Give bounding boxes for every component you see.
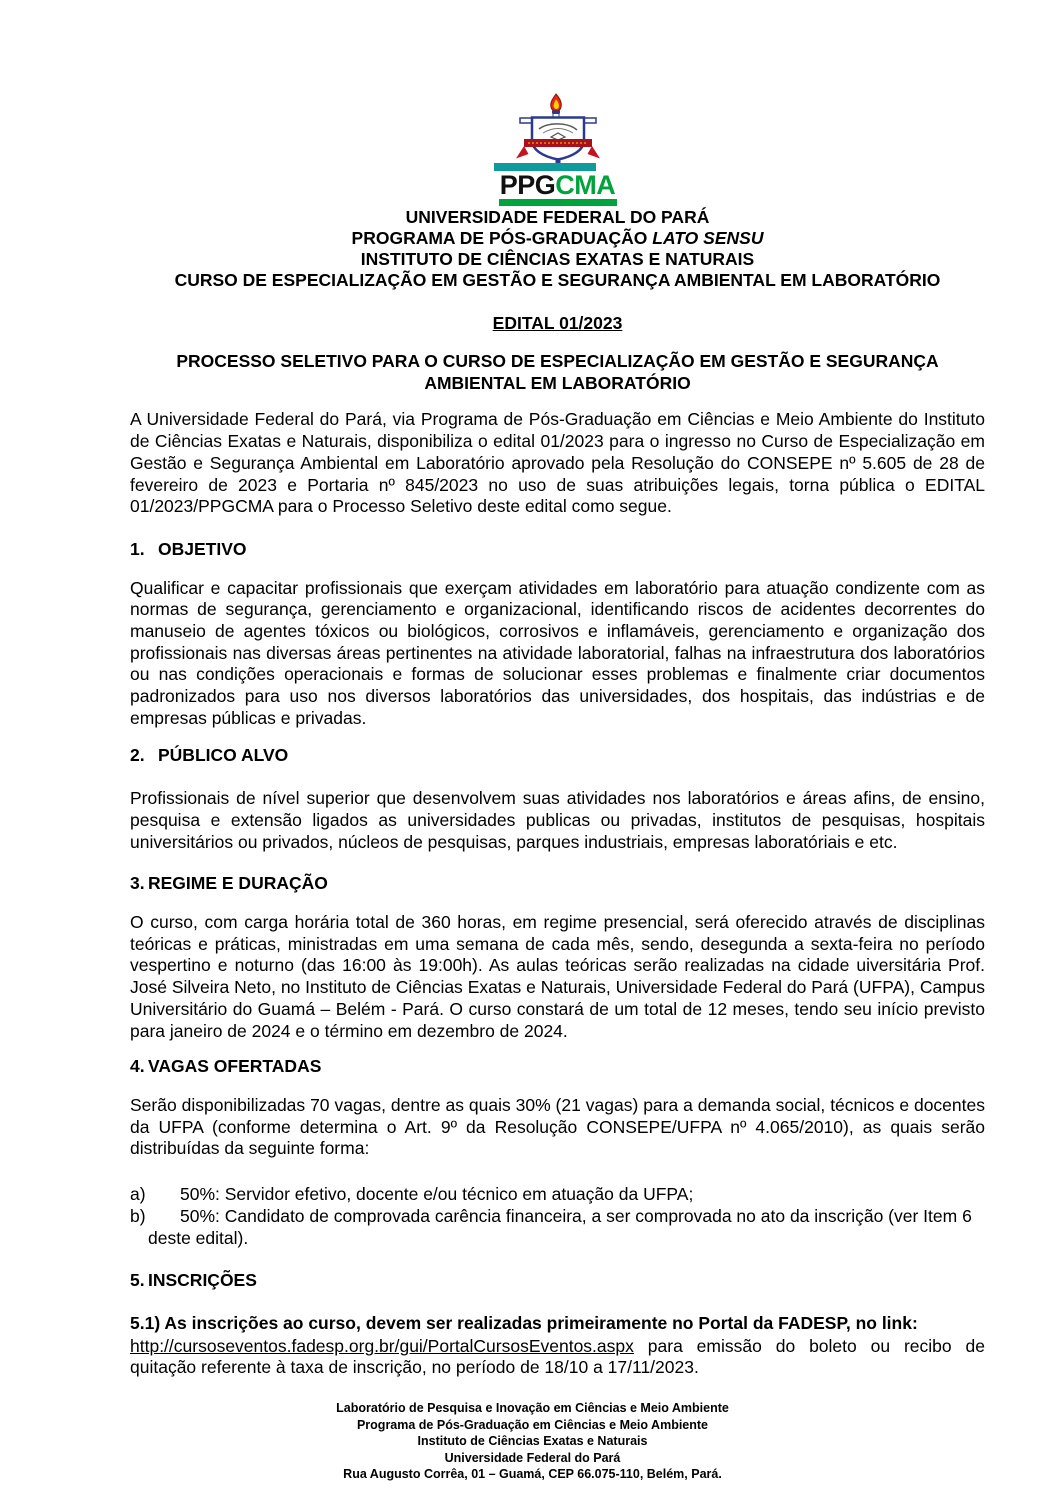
list-item-b: b) 50%: Candidato de comprovada carência financeira, a ser comprovada no ato da inscrição (ver Item 6 deste edital). (130, 1205, 972, 1248)
section-heading-objetivo: 1. OBJETIVO (130, 538, 247, 559)
section-heading-regime-duracao: 3. REGIME E DURAÇÃO (130, 873, 328, 894)
header-lato-sensu: LATO SENSU (652, 228, 764, 248)
document-footer (130, 1400, 935, 1483)
header-institute: INSTITUTO DE CIÊNCIAS EXATAS E NATURAIS (360, 249, 755, 269)
footer-address-line: Rua Augusto Corrêa, 01 – Guamá, CEP 66.075-110, Belém, Pará. (343, 1467, 722, 1482)
section-body-regime-duracao: O curso, com carga horária total de 360 horas, em regime presencial, será oferecido através de disciplinas teóricas e práticas, ministradas em uma semana de cada mês, sendo, desegunda a sexta-feira no período vespertino e noturno (das 16:00 às 19:00h). As aulas teóricas serão realizadas na cidade uiversitária Prof. José Silveira Neto, no Instituto de Ciências Exatas e Naturais, Universidade Federal do Pará (UFPA), Campus Universitário do Guamá – Belém - Pará. O curso constará de um total de 12 meses, tendo seu início previsto para janeiro de 2024 e o término em dezembro de 2024. (130, 912, 985, 1041)
section-heading-inscricoes: 5. INSCRIÇÕES (130, 1270, 257, 1291)
section-body-vagas-ofertadas: Serão disponibilizadas 70 vagas, dentre as quais 30% (21 vagas) para a demanda social, técnicos e docentes da UFPA (conforme determina o Art. 9º da Resolução CONSEPE/UFPA nº 4.065/2010), as quais serão distribuídas da seguinte forma: (130, 1094, 985, 1159)
logo-wordmark (492, 172, 624, 198)
logo-text-cma: CMA (555, 170, 616, 200)
section-heading-vagas-ofertadas: 4. VAGAS OFERTADAS (130, 1056, 322, 1077)
section-body-objetivo: Qualificar e capacitar profissionais que exerçam atividades em laboratório para atuação condizente com as normas de segurança, gerenciamento e organizacional, identificando riscos de acidentes decorrentes do manuseio de agentes tóxicos ou biológicos, corrosivos e inflamáveis, gerenciamento e organização dos profissionais nas diversas áreas pertinentes na atividade laboratorial, falhas na infraestrutura dos laboratórios ou nas condições operacionais e formas de solucionar esses problemas e finalmente criar documentos padronizados para uso nos diversos laboratórios das universidades, dos hospitais, das indústrias e de empresas públicas e privadas. (130, 577, 985, 728)
section-heading-publico-alvo: 2. PÚBLICO ALVO (130, 744, 289, 765)
intro-paragraph: A Universidade Federal do Pará, via Programa de Pós-Graduação em Ciências e Meio Ambiente do Instituto de Ciências Exatas e Naturais, disponibiliza o edital 01/2023 para o ingresso no Curso de Especialização em Gestão e Segurança Ambiental em Laboratório aprovado pela Resolução do CONSEPE nº 5.605 de 28 de fevereiro de 2023 e Portaria nº 845/2023 no uso de suas atribuições legais, torna pública o EDITAL 01/2023/PPGCMA para o Processo Seletivo deste edital como segue. (130, 409, 985, 517)
section-body-publico-alvo: Profissionais de nível superior que desenvolvem suas atividades nos laboratórios e áreas afins, de ensino, pesquisa e extensão ligados as universidades publicas ou privadas, institutos de pesquisas, hospitais universitários ou privados, núcleos de pesquisas, parques industriais, empresas laboratóriais e etc. (130, 788, 985, 852)
logo-text-ppg: PPG (499, 170, 556, 200)
list-item-a: a) 50%: Servidor efetivo, docente e/ou técnico em atuação da UFPA; (130, 1184, 694, 1205)
fadesp-portal-link[interactable]: http://cursoseventos.fadesp.org.br/gui/PortalCursosEventos.aspx (130, 1335, 634, 1356)
header-university: UNIVERSIDADE FEDERAL DO PARÁ (405, 207, 710, 227)
footer-institute-line: Instituto de Ciências Exatas e Naturais (417, 1434, 648, 1449)
document-title: PROCESSO SELETIVO PARA O CURSO DE ESPECIALIZAÇÃO EM GESTÃO E SEGURANÇA AMBIENTAL EM LABORATÓRIO (176, 351, 939, 393)
header-program: PROGRAMA DE PÓS-GRADUAÇÃO LATO SENSU (351, 228, 764, 248)
edital-number-heading: EDITAL 01/2023 (492, 313, 623, 333)
vagas-distribution-list (130, 1184, 985, 1249)
inscricoes-body (130, 1336, 985, 1379)
list-marker-b: b) (130, 1205, 146, 1226)
institution-header (130, 207, 985, 291)
inscricoes-after-link-text: para emissão do boleto ou recibo de quitação referente à taxa de inscrição, no período de 18/10 a 17/11/2023. (130, 1335, 985, 1378)
footer-lab-line: Laboratório de Pesquisa e Inovação em Ciências e Meio Ambiente (336, 1401, 729, 1416)
footer-program-line: Programa de Pós-Graduação em Ciências e Meio Ambiente (356, 1417, 709, 1432)
ppgcma-logo (492, 0, 624, 206)
inscricoes-lead-line: 5.1) As inscrições ao curso, devem ser realizadas primeiramente no Portal da FADESP, no link: (130, 1312, 918, 1333)
list-marker-a: a) (130, 1184, 146, 1205)
logo-green-bar (499, 199, 617, 206)
ufpa-crest-icon (493, 93, 623, 163)
footer-university-line: Universidade Federal do Pará (444, 1450, 621, 1465)
header-course: CURSO DE ESPECIALIZAÇÃO EM GESTÃO E SEGURANÇA AMBIENTAL EM LABORATÓRIO (174, 270, 941, 290)
